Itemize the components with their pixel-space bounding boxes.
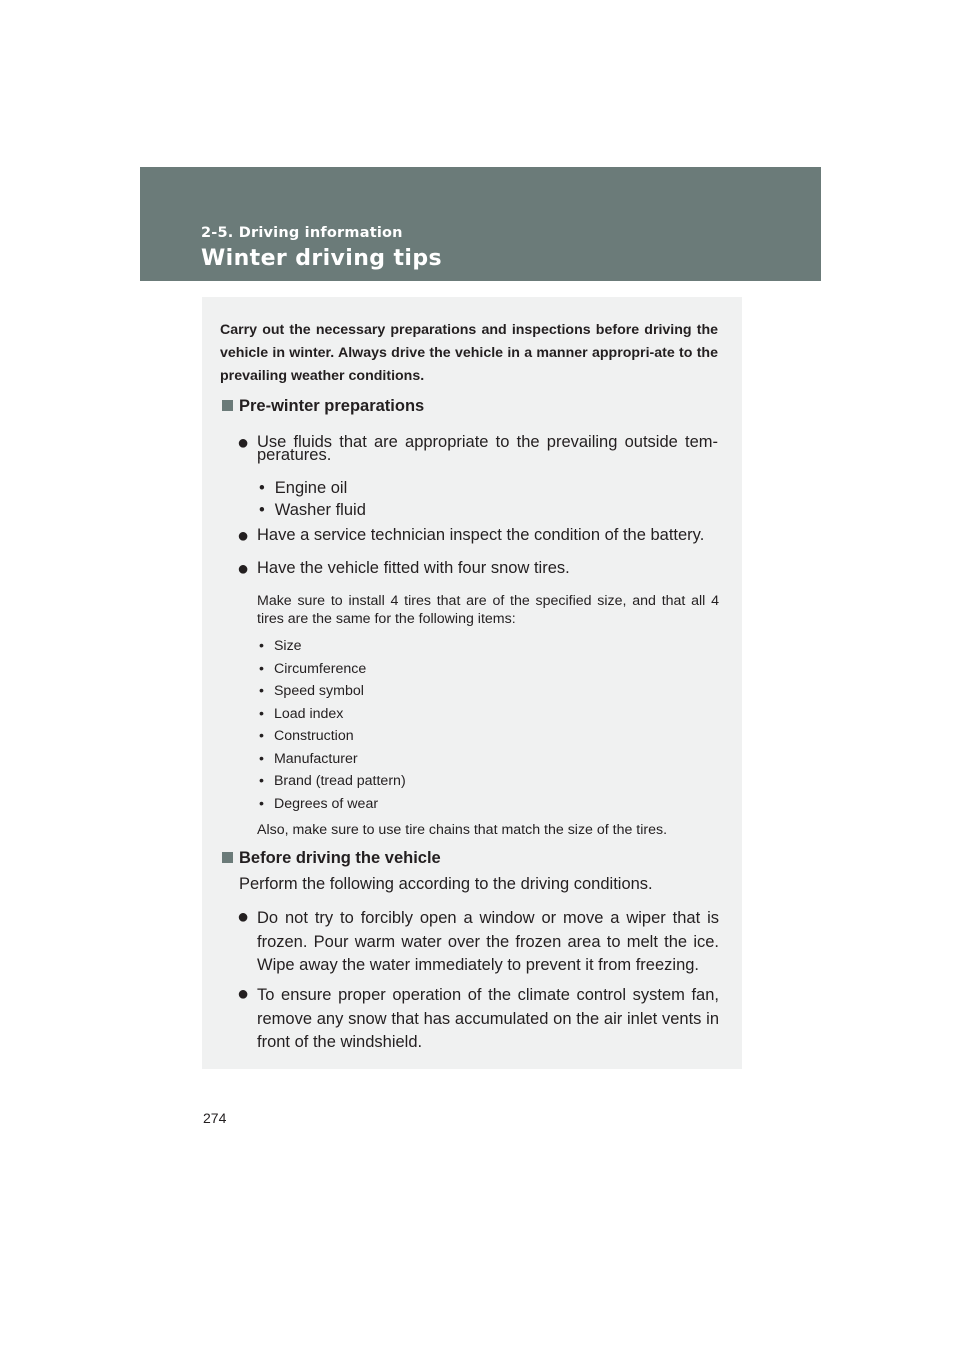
round-bullet-icon: ● xyxy=(237,983,250,1005)
list-item: • Construction xyxy=(259,728,354,744)
page-title: Winter driving tips xyxy=(201,246,443,271)
list-item: • Washer fluid xyxy=(259,501,366,519)
dot-icon: • xyxy=(259,751,264,767)
square-bullet-icon xyxy=(222,852,233,863)
square-bullet-icon xyxy=(222,400,233,411)
frozen-text: Do not try to forcibly open a window or move a wiper that is frozen. Pour warm water over the frozen area to melt the ice. Wipe away the water immediately to prevent it from freezing. xyxy=(257,909,719,974)
dot-icon: • xyxy=(259,479,265,497)
round-bullet-icon: ● xyxy=(237,558,250,580)
dot-icon: • xyxy=(259,773,264,789)
list-item: • Engine oil xyxy=(259,479,348,497)
dot-icon: • xyxy=(259,796,264,812)
list-item: • Circumference xyxy=(259,661,367,677)
round-bullet-icon: ● xyxy=(237,906,250,928)
fluids-line2-final: peratures. xyxy=(257,446,332,464)
page-number: 274 xyxy=(203,1110,227,1126)
section-header-bar xyxy=(140,167,821,281)
round-bullet-icon: ● xyxy=(237,432,250,454)
pre-winter-heading xyxy=(222,397,424,416)
pre-winter-heading-text: Pre-winter preparations xyxy=(239,397,425,415)
list-item: • Speed symbol xyxy=(259,683,364,699)
tire-note: Make sure to install 4 tires that are of the specified size, and that all 4 tires are the same for the following items: xyxy=(257,593,719,627)
list-item: • Manufacturer xyxy=(259,751,358,767)
intro-paragraph: Carry out the necessary preparations and inspections before driving the vehicle in winter. Always drive the vehicle in a manner appropri-ate to the prevailing weather conditions. xyxy=(220,322,718,384)
fluids-text-line1: Use fluids that are appropriate to the prevailing outside tem- xyxy=(257,433,718,451)
dot-icon: • xyxy=(259,638,264,654)
dot-icon: • xyxy=(259,501,265,519)
before-driving-heading xyxy=(222,849,441,868)
before-driving-intro: Perform the following according to the driving conditions. xyxy=(239,875,653,893)
dot-icon: • xyxy=(259,706,264,722)
chains-note: Also, make sure to use tire chains that match the size of the tires. xyxy=(257,822,668,838)
dot-icon: • xyxy=(259,728,264,744)
dot-icon: • xyxy=(259,683,264,699)
list-item: • Size xyxy=(259,638,302,654)
round-bullet-icon: ● xyxy=(237,525,250,547)
dot-icon: • xyxy=(259,661,264,677)
list-item: • Degrees of wear xyxy=(259,796,379,812)
snow-vents-text: To ensure proper operation of the climate control system fan, remove any snow that has accumulated on the air inlet vents in front of the windshield. xyxy=(257,986,719,1051)
list-item: • Brand (tread pattern) xyxy=(259,773,406,789)
battery-text: Have a service technician inspect the condition of the battery. xyxy=(257,526,705,544)
before-driving-heading-text: Before driving the vehicle xyxy=(239,849,441,867)
list-item: • Load index xyxy=(259,706,344,722)
content-panel xyxy=(202,297,742,1069)
snow-tires-text: Have the vehicle fitted with four snow tires. xyxy=(257,559,570,577)
section-label: 2-5. Driving information xyxy=(201,225,403,241)
